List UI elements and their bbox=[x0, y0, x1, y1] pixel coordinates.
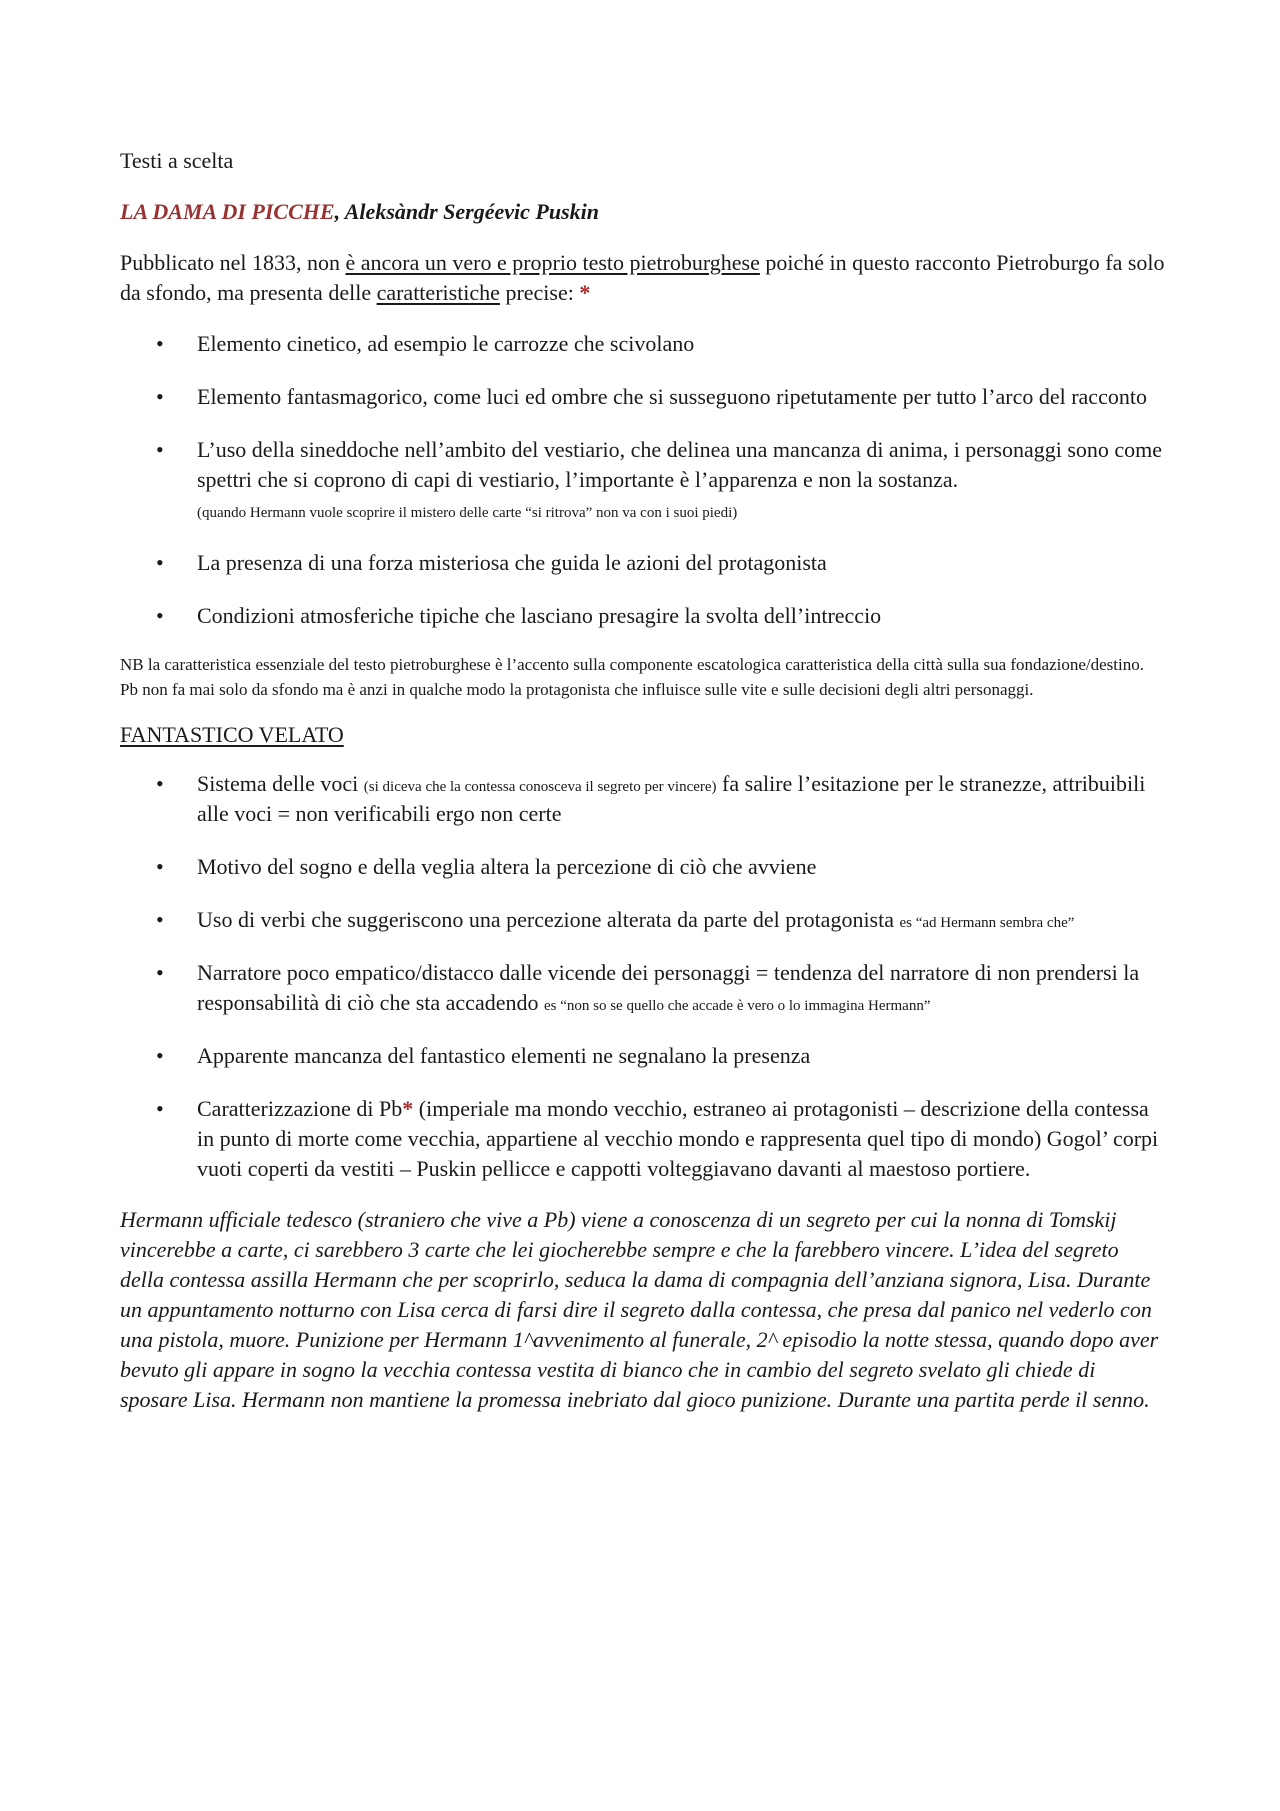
list-item-text: Motivo del sogno e della veglia altera la percezione di ciò che avviene bbox=[197, 854, 817, 879]
list-item bbox=[120, 1041, 1165, 1071]
section-label: Testi a scelta bbox=[120, 148, 234, 173]
section-heading bbox=[120, 720, 1165, 750]
list-item-text: Condizioni atmosferiche tipiche che lasciano presagire la svolta dell’intreccio bbox=[197, 603, 882, 628]
list-item bbox=[120, 329, 1165, 359]
bullet-icon: • bbox=[156, 1043, 164, 1068]
list-item-text: L’uso della sineddoche nell’ambito del vestiario, che delinea una mancanza di anima, i personaggi sono come spettri che si coprono di capi di vestiario, l’importante è l’apparenza e non la sostanza. bbox=[197, 437, 1163, 492]
intro-text-3: precise: bbox=[499, 280, 580, 305]
intro-underlined-1: è ancora un vero e proprio testo pietroburghese bbox=[345, 250, 760, 275]
list-item bbox=[120, 548, 1165, 578]
plot-summary: Hermann ufficiale tedesco (straniero che vive a Pb) viene a conoscenza di un segreto per cui la nonna di Tomskij vincerebbe a carte, ci sarebbero 3 carte che lei giocherebbe sempre e che la farebbero vincere. L’idea del segreto della contessa assilla Hermann che per scoprirlo, seduca la dama di compagnia dell’anziana signora, Lisa. Durante un appuntamento notturno con Lisa cerca di farsi dire il segreto dalla contessa, che presa dal panico nel vederlo con una pistola, muore. Punizione per Hermann 1^avvenimento al funerale, 2^ episodio la notte stessa, quando dopo aver bevuto gli appare in sogno la vecchia contessa vestita di bianco che in cambio del segreto svelato gli chiede di sposare Lisa. Hermann non mantiene la promessa inebriato dal gioco punizione. Durante una partita perde il senno. bbox=[120, 1207, 1159, 1412]
list-item bbox=[120, 435, 1165, 525]
list-item-aside: es “non so se quello che accade è vero o lo immagina Hermann” bbox=[543, 998, 931, 1014]
list-item-text: Sistema delle voci bbox=[197, 771, 364, 796]
title-work: LA DAMA DI PICCHE bbox=[120, 199, 335, 224]
list-item-text: Apparente mancanza del fantastico elementi ne segnalano la presenza bbox=[197, 1043, 811, 1068]
bullet-icon: • bbox=[156, 907, 164, 932]
bullet-icon: • bbox=[156, 771, 164, 796]
section-heading-text: FANTASTICO VELATO bbox=[120, 722, 344, 747]
list-item-aside: (si diceva che la contessa conosceva il segreto per vincere) bbox=[363, 779, 717, 795]
asterisk-mark: * bbox=[579, 280, 591, 305]
title-author: , Aleksàndr Sergéevic Puskin bbox=[334, 199, 599, 224]
list-item-aside: es “ad Hermann sembra che” bbox=[899, 915, 1075, 931]
nb-note: NB la caratteristica essenziale del testo pietroburghese è l’accento sulla componente escatologica caratteristica della città sulla sua fondazione/destino. Pb non fa mai solo da sfondo ma è anzi in qualche modo la protagonista che influisce sulle vite e sulle decisioni degli altri personaggi. bbox=[120, 655, 1144, 699]
list-item bbox=[120, 769, 1165, 829]
list-item bbox=[120, 852, 1165, 882]
list-item-note: (quando Hermann vuole scoprire il mistero delle carte “si ritrova” non va con i suoi piedi) bbox=[197, 505, 738, 521]
bullet-icon: • bbox=[156, 550, 164, 575]
list-item-text: Narratore poco empatico/distacco dalle vicende dei personaggi = tendenza del narratore di non prendersi la responsabilità di ciò che sta accadendo bbox=[197, 960, 1140, 1015]
bullet-icon: • bbox=[156, 437, 164, 462]
list-item-text: Elemento cinetico, ad esempio le carrozze che scivolano bbox=[197, 331, 695, 356]
list-item-text: (imperiale ma mondo vecchio, estraneo ai protagonisti – descrizione della contessa in punto di morte come vecchia, appartiene al vecchio mondo e rappresenta quel tipo di mondo) Gogol’ corpi vuoti coperti da vestiti – Puskin pellicce e cappotti volteggiavano davanti al maestoso portiere. bbox=[197, 1096, 1159, 1181]
list-item-text: Uso di verbi che suggeriscono una percezione alterata da parte del protagonista bbox=[197, 907, 900, 932]
asterisk-mark: * bbox=[402, 1096, 414, 1121]
list-item-text: Elemento fantasmagorico, come luci ed ombre che si susseguono ripetutamente per tutto l’arco del racconto bbox=[197, 384, 1147, 409]
bullet-icon: • bbox=[156, 384, 164, 409]
list-item-text: Caratterizzazione di Pb bbox=[197, 1096, 403, 1121]
intro-underlined-2: caratteristiche bbox=[376, 280, 500, 305]
bullet-icon: • bbox=[156, 603, 164, 628]
list-item bbox=[120, 601, 1165, 631]
fantastico-list bbox=[120, 769, 1165, 1184]
characteristics-list bbox=[120, 329, 1165, 631]
bullet-icon: • bbox=[156, 960, 164, 985]
list-item bbox=[120, 958, 1165, 1018]
list-item bbox=[120, 382, 1165, 412]
intro-text-2: poiché in questo racconto Pietroburgo fa solo da sfondo, ma presenta delle bbox=[120, 250, 1165, 305]
document-title bbox=[120, 197, 1165, 227]
document-page bbox=[120, 146, 1165, 1415]
intro-paragraph bbox=[120, 248, 1165, 308]
list-item bbox=[120, 905, 1165, 935]
intro-text-1: Pubblicato nel 1833, non bbox=[120, 250, 346, 275]
bullet-icon: • bbox=[156, 331, 164, 356]
list-item bbox=[120, 1094, 1165, 1184]
list-item-text: La presenza di una forza misteriosa che guida le azioni del protagonista bbox=[197, 550, 827, 575]
bullet-icon: • bbox=[156, 1096, 164, 1121]
list-item-text: fa salire l’esitazione per le stranezze, attribuibili alle voci = non verificabili ergo non certe bbox=[197, 771, 1146, 826]
bullet-icon: • bbox=[156, 854, 164, 879]
